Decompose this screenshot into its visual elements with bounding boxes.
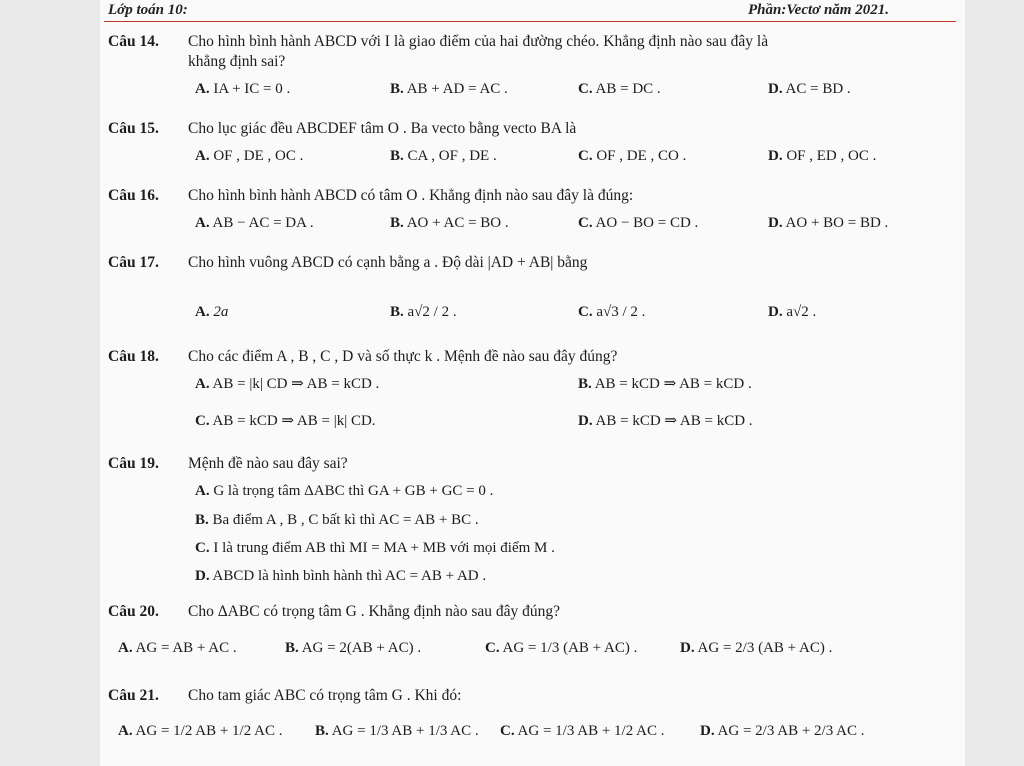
q14-option-b[interactable]: B. AB + AD = AC .	[390, 81, 508, 97]
question-17-text: Cho hình vuông ABCD có cạnh bằng a . Độ dài |AD + AB| bằng	[188, 254, 588, 271]
question-17: Câu 17. Cho hình vuông ABCD có cạnh bằng a . Độ dài |AD + AB| bằng	[108, 254, 588, 271]
q17-option-a[interactable]: A. 2a	[195, 304, 229, 320]
q16-option-b[interactable]: B. AO + AC = BO .	[390, 215, 509, 231]
q16-option-d[interactable]: D. AO + BO = BD .	[768, 215, 889, 231]
q21-option-b[interactable]: B. AG = 1/3 AB + 1/3 AC .	[315, 723, 479, 739]
q15-option-b[interactable]: B. CA , OF , DE .	[390, 148, 497, 164]
q15-option-c[interactable]: C. OF , DE , CO .	[578, 148, 687, 164]
question-16: Câu 16. Cho hình bình hành ABCD có tâm O . Khẳng định nào sau đây là đúng:	[108, 187, 634, 204]
q15-option-d[interactable]: D. OF , ED , OC .	[768, 148, 877, 164]
question-21: Câu 21. Cho tam giác ABC có trọng tâm G . Khi đó:	[108, 687, 462, 704]
q17-option-c[interactable]: C. a√3 / 2 .	[578, 304, 646, 320]
q18-option-b[interactable]: B. AB = kCD ⇒ AB = kCD .	[578, 376, 752, 392]
question-18-text: Cho các điểm A , B , C , D và số thực k . Mệnh đề nào sau đây đúng?	[188, 348, 618, 365]
q18-option-d[interactable]: D. AB = kCD ⇒ AB = kCD .	[578, 413, 753, 429]
question-18: Câu 18. Cho các điểm A , B , C , D và số thực k . Mệnh đề nào sau đây đúng?	[108, 348, 618, 365]
q20-option-c[interactable]: C. AG = 1/3 (AB + AC) .	[485, 640, 638, 656]
header-left: Lớp toán 10:	[108, 2, 188, 18]
q14-option-c[interactable]: C. AB = DC .	[578, 81, 661, 97]
question-15: Câu 15. Cho lục giác đều ABCDEF tâm O . Ba vecto bằng vecto BA là	[108, 120, 577, 137]
q14-option-a[interactable]: A. IA + IC = 0 .	[195, 81, 291, 97]
q14-option-d[interactable]: D. AC = BD .	[768, 81, 851, 97]
q21-option-d[interactable]: D. AG = 2/3 AB + 2/3 AC .	[700, 723, 865, 739]
question-19-text: Mệnh đề nào sau đây sai?	[188, 455, 348, 472]
header-right: Phần:Vectơ năm 2021.	[748, 2, 889, 18]
q18-option-c[interactable]: C. AB = kCD ⇒ AB = |k| CD.	[195, 413, 376, 429]
q19-option-b[interactable]: B. Ba điểm A , B , C bất kì thì AC = AB + BC .	[195, 512, 479, 528]
question-14: Câu 14. Cho hình bình hành ABCD với I là giao điểm của hai đường chéo. Khẳng định nào sau đây là	[108, 33, 769, 50]
question-15-text: Cho lục giác đều ABCDEF tâm O . Ba vecto bằng vecto BA là	[188, 120, 577, 137]
q20-option-b[interactable]: B. AG = 2(AB + AC) .	[285, 640, 422, 656]
header-divider	[104, 21, 956, 22]
q16-option-a[interactable]: A. AB − AC = DA .	[195, 215, 314, 231]
question-14-text-2: khẳng định sai?	[188, 53, 286, 70]
q15-option-a[interactable]: A. OF , DE , OC .	[195, 148, 304, 164]
q19-option-a[interactable]: A. G là trọng tâm ΔABC thì GA + GB + GC = 0 .	[195, 483, 494, 499]
q17-option-d[interactable]: D. a√2 .	[768, 304, 817, 320]
question-21-text: Cho tam giác ABC có trọng tâm G . Khi đó:	[188, 687, 462, 704]
question-20-text: Cho ΔABC có trọng tâm G . Khẳng định nào sau đây đúng?	[188, 603, 561, 620]
question-20: Câu 20. Cho ΔABC có trọng tâm G . Khẳng định nào sau đây đúng?	[108, 603, 561, 620]
question-16-text: Cho hình bình hành ABCD có tâm O . Khẳng định nào sau đây là đúng:	[188, 187, 634, 204]
q19-option-d[interactable]: D. ABCD là hình bình hành thì AC = AB + AD .	[195, 568, 487, 584]
q21-option-c[interactable]: C. AG = 1/3 AB + 1/2 AC .	[500, 723, 665, 739]
q17-option-b[interactable]: B. a√2 / 2 .	[390, 304, 457, 320]
q20-option-d[interactable]: D. AG = 2/3 (AB + AC) .	[680, 640, 833, 656]
q19-option-c[interactable]: C. I là trung điểm AB thì MI = MA + MB với mọi điểm M .	[195, 540, 555, 556]
question-19: Câu 19. Mệnh đề nào sau đây sai?	[108, 455, 348, 472]
document-page	[100, 0, 965, 766]
q21-option-a[interactable]: A. AG = 1/2 AB + 1/2 AC .	[118, 723, 283, 739]
q16-option-c[interactable]: C. AO − BO = CD .	[578, 215, 699, 231]
question-14-text-1: Cho hình bình hành ABCD với I là giao điểm của hai đường chéo. Khẳng định nào sau đây là	[188, 33, 769, 50]
q20-option-a[interactable]: A. AG = AB + AC .	[118, 640, 237, 656]
q18-option-a[interactable]: A. AB = |k| CD ⇒ AB = kCD .	[195, 376, 380, 392]
